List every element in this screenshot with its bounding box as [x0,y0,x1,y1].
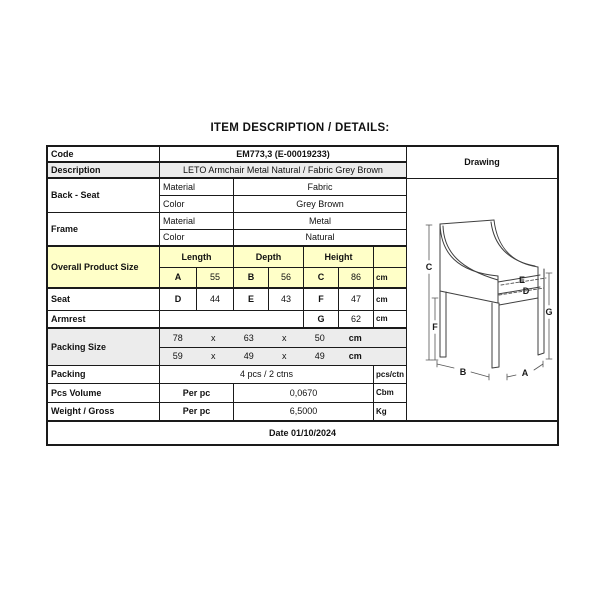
back-seat-material-label: Material [160,179,234,196]
packing-size-row2-v3: 49 [314,351,325,361]
pcs-volume-value: 0,0670 [234,384,374,403]
back-seat-color-label: Color [160,196,234,213]
packing-label: Packing [48,366,160,384]
weight-gross-per-label: Per pc [160,403,234,422]
frame-material-value: Metal [234,213,407,230]
frame-label: Frame [48,213,160,247]
overall-depth-value: 56 [269,268,304,289]
packing-size-row1-unit: cm [348,332,362,343]
armrest-label: Armrest [48,311,160,329]
seat-label: Seat [48,289,160,311]
chair-right-leg [538,267,544,355]
packing-size-row1-x1: x [211,332,216,343]
chair-near-profile-inner [443,226,498,280]
pcs-volume-label: Pcs Volume [48,384,160,403]
packing-size-row1-v3: 50 [314,332,325,343]
pcs-volume-per-label: Per pc [160,384,234,403]
chair-seat-front-bottom [499,298,538,305]
page-title: ITEM DESCRIPTION / DETAILS: [210,122,390,134]
dim-d-line [499,288,544,295]
chair-rear-left-leg [440,291,446,357]
weight-gross-value: 6,5000 [234,403,374,422]
packing-size-row2 [160,348,407,366]
seat-length-value: 44 [197,289,234,311]
date-row: Date 01/10/2024 [48,422,557,444]
dim-label-b: B [459,367,467,377]
code-value: EM773,3 (E-00019233) [160,147,407,163]
description-value: LETO Armchair Metal Natural / Fabric Grey Brown [160,163,407,179]
chair-seat-front-top [498,287,540,294]
overall-size-label: Overall Product Size [48,247,160,289]
back-seat-color-value: Grey Brown [234,196,407,213]
seat-height-letter: F [304,289,339,311]
overall-unit: cm [374,268,407,289]
packing-size-row2-x1: x [211,351,216,361]
length-header: Length [160,247,234,268]
packing-size-row1-v1: 78 [172,332,183,343]
chair-far-profile-inner [491,222,535,266]
height-header: Height [304,247,374,268]
overall-height-letter: C [304,268,339,289]
back-seat-material-value: Fabric [234,179,407,196]
description-label: Description [48,163,160,179]
chair-drawing [407,179,557,422]
dim-label-e: E [518,275,526,285]
weight-gross-unit: Kg [374,403,407,422]
seat-depth-value: 43 [269,289,304,311]
dim-c-line [426,225,432,360]
packing-size-row1-x2: x [282,332,287,343]
packing-size-row2-unit: cm [348,351,362,361]
overall-depth-letter: B [234,268,269,289]
packing-unit: pcs/ctn [374,366,407,384]
overall-length-letter: A [160,268,197,289]
dim-label-a: A [521,368,529,378]
armrest-height-letter: G [304,311,339,329]
drawing-cell [407,179,557,422]
depth-header: Depth [234,247,304,268]
dim-label-g: G [545,307,553,317]
frame-color-value: Natural [234,230,407,247]
code-label: Code [48,147,160,163]
weight-gross-label: Weight / Gross [48,403,160,422]
seat-unit: cm [374,289,407,311]
frame-material-label: Material [160,213,234,230]
packing-size-row2-v2: 49 [243,351,254,361]
chair-front-leg [492,303,499,368]
armrest-height-value: 62 [339,311,374,329]
packing-size-row2-x2: x [282,351,287,361]
packing-size-row1 [160,329,407,348]
packing-size-row1-v2: 63 [243,332,254,343]
overall-length-value: 55 [197,268,234,289]
drawing-header: Drawing [407,147,557,179]
overall-height-value: 86 [339,268,374,289]
dim-label-c: C [425,262,433,272]
dim-label-f: F [432,322,438,332]
item-details-table [46,145,559,446]
chair-side-bottom-edge [440,291,498,303]
seat-depth-letter: E [234,289,269,311]
seat-height-value: 47 [339,289,374,311]
packing-size-row2-v1: 59 [172,351,183,361]
unit-header-empty [374,247,407,268]
frame-color-label: Color [160,230,234,247]
packing-size-label: Packing Size [48,329,160,366]
packing-value: 4 pcs / 2 ctns [160,366,374,384]
back-seat-label: Back - Seat [48,179,160,213]
armrest-empty [160,311,304,329]
chair-back-top-edge [440,220,494,224]
armrest-unit: cm [374,311,407,329]
seat-length-letter: D [160,289,197,311]
dim-label-d: D [522,286,530,296]
pcs-volume-unit: Cbm [374,384,407,403]
